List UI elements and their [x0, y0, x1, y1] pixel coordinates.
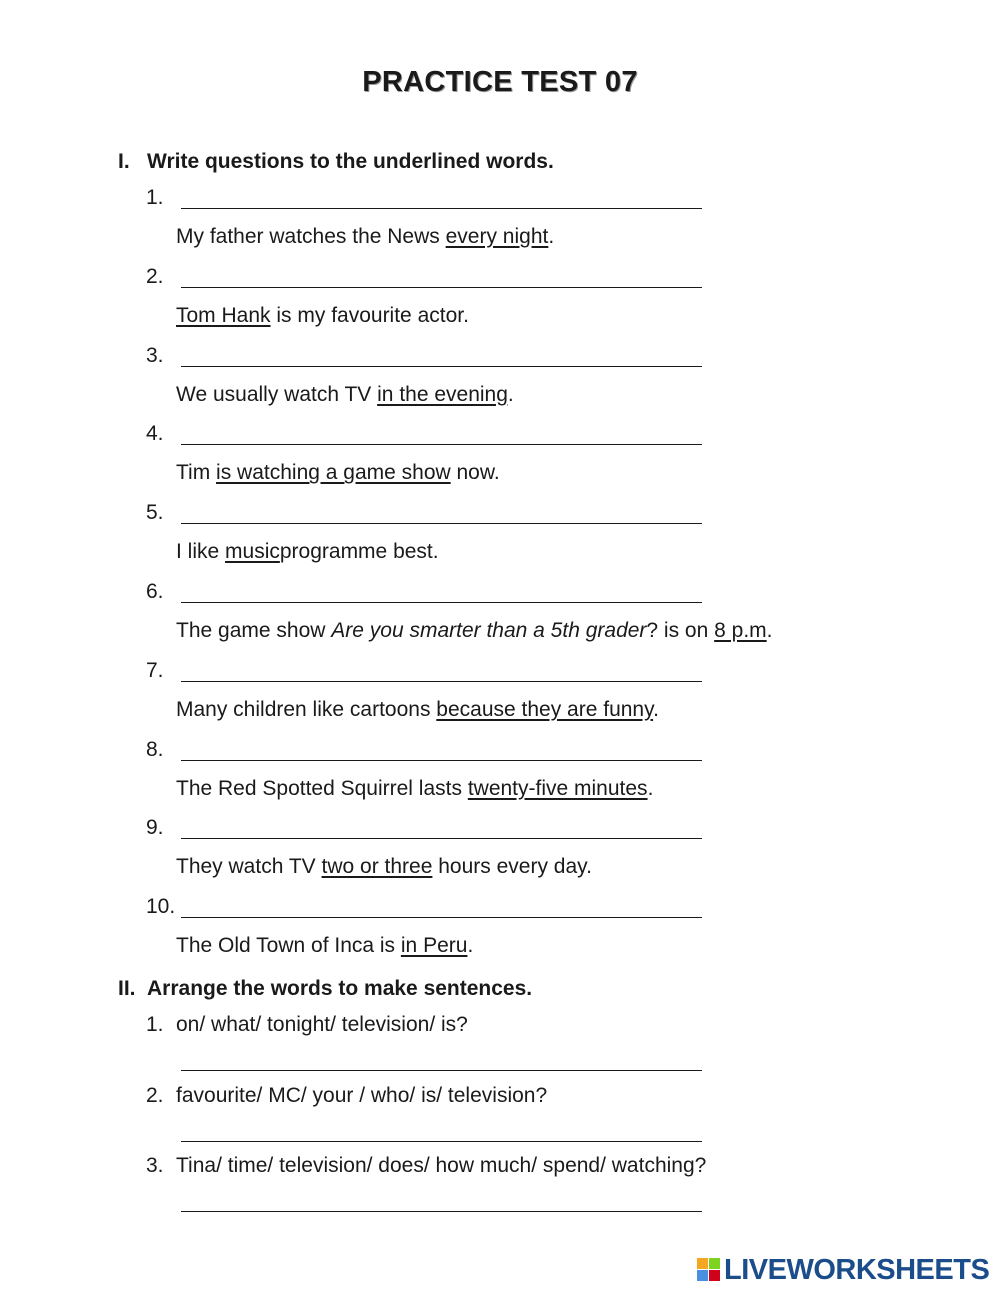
question-number: 8.	[146, 737, 164, 761]
sentence-text: ? is on	[646, 619, 715, 642]
question-sentence	[176, 304, 469, 328]
sentence-text: Tim	[176, 461, 217, 485]
section-1-roman: I.	[118, 150, 130, 173]
page-title: PRACTICE TEST 07	[362, 66, 638, 98]
arrange-words: Tina/ time/ television/ does/ how much/ spend/ watching?	[176, 1154, 707, 1177]
answer-blank[interactable]	[181, 1211, 702, 1212]
question-sentence	[176, 540, 439, 564]
answer-blank[interactable]	[181, 917, 702, 918]
question-sentence	[176, 777, 653, 801]
underlined-words: twenty-five minutes	[467, 776, 648, 800]
underlined-words: music	[225, 540, 280, 564]
question-number: 9.	[146, 816, 164, 840]
question-sentence	[176, 461, 500, 485]
underlined-words: in the evening	[377, 382, 508, 406]
arrange-words: on/ what/ tonight/ television/ is?	[176, 1013, 468, 1036]
question-sentence	[176, 934, 473, 958]
section-2-roman: II.	[118, 977, 136, 1000]
underlined-words: every night	[445, 225, 549, 248]
show-title: Are you smarter than a 5th grader	[331, 619, 647, 642]
arrange-number: 1.	[146, 1013, 164, 1036]
sentence-text: The Old Town of Inca is	[176, 934, 401, 958]
section-1-heading	[118, 150, 554, 174]
question-sentence	[176, 383, 514, 407]
underlined-words: Tom Hank	[176, 303, 271, 327]
liveworksheets-logo-text: LIVEWORKSHEETS	[724, 1253, 990, 1286]
liveworksheets-logo	[697, 1253, 990, 1286]
underlined-words: because they are funny	[436, 697, 654, 721]
sentence-text: .	[653, 697, 659, 721]
sentence-text: .	[647, 776, 654, 800]
underlined-words: 8 p.m	[714, 619, 767, 642]
question-number: 3.	[146, 343, 164, 367]
question-number: 6.	[146, 580, 164, 603]
question-number: 10.	[146, 895, 176, 919]
sentence-text: I like	[176, 540, 226, 564]
section-2-heading	[118, 977, 532, 1001]
question-number: 4.	[146, 422, 164, 446]
answer-blank[interactable]	[181, 523, 702, 524]
answer-blank[interactable]	[181, 1141, 702, 1142]
sentence-text: They watch TV	[176, 855, 322, 879]
liveworksheets-logo-icon	[697, 1258, 721, 1282]
arrange-prompt	[146, 1013, 468, 1037]
answer-blank[interactable]	[181, 602, 702, 603]
underlined-words: in Peru	[400, 934, 468, 958]
sentence-text: hours every day.	[432, 855, 592, 879]
sentence-text: The game show	[176, 619, 332, 642]
arrange-words: favourite/ MC/ your / who/ is/ television?	[176, 1083, 548, 1107]
answer-blank[interactable]	[181, 681, 702, 682]
underlined-words: is watching a game show	[216, 461, 451, 485]
sentence-text: The Red Spotted Squirrel lasts	[176, 776, 468, 800]
question-number: 2.	[146, 264, 164, 288]
answer-blank[interactable]	[181, 1070, 702, 1071]
sentence-text: Many children like cartoons	[176, 697, 437, 721]
answer-blank[interactable]	[181, 366, 702, 367]
answer-blank[interactable]	[181, 760, 702, 761]
question-sentence	[176, 225, 554, 249]
underlined-words: two or three	[321, 855, 433, 879]
sentence-text: .	[766, 619, 773, 642]
question-number: 7.	[146, 658, 164, 682]
sentence-text: .	[467, 934, 474, 958]
sentence-text: is my favourite actor.	[270, 303, 469, 327]
arrange-prompt	[146, 1084, 547, 1108]
logo-tile	[709, 1258, 720, 1269]
logo-tile	[697, 1258, 708, 1269]
sentence-text: programme best.	[279, 540, 439, 564]
sentence-text: We usually watch TV	[176, 382, 378, 406]
arrange-prompt	[146, 1154, 706, 1178]
logo-tile	[709, 1270, 720, 1281]
question-sentence	[176, 855, 592, 879]
sentence-text: now.	[450, 461, 500, 485]
answer-blank[interactable]	[181, 444, 702, 445]
sentence-text: .	[548, 225, 555, 248]
question-number: 1.	[146, 186, 164, 209]
sentence-text: My father watches the News	[176, 225, 446, 248]
answer-blank[interactable]	[181, 208, 702, 209]
section-2-title: Arrange the words to make sentences.	[147, 977, 533, 1000]
logo-tile	[697, 1270, 708, 1281]
answer-blank[interactable]	[181, 838, 702, 839]
arrange-number: 3.	[146, 1154, 164, 1177]
sentence-text: .	[507, 382, 514, 406]
answer-blank[interactable]	[181, 287, 702, 288]
question-number: 5.	[146, 501, 164, 525]
question-sentence	[176, 619, 773, 643]
arrange-number: 2.	[146, 1083, 164, 1107]
question-sentence	[176, 698, 659, 722]
section-1-title: Write questions to the underlined words.	[147, 150, 554, 173]
